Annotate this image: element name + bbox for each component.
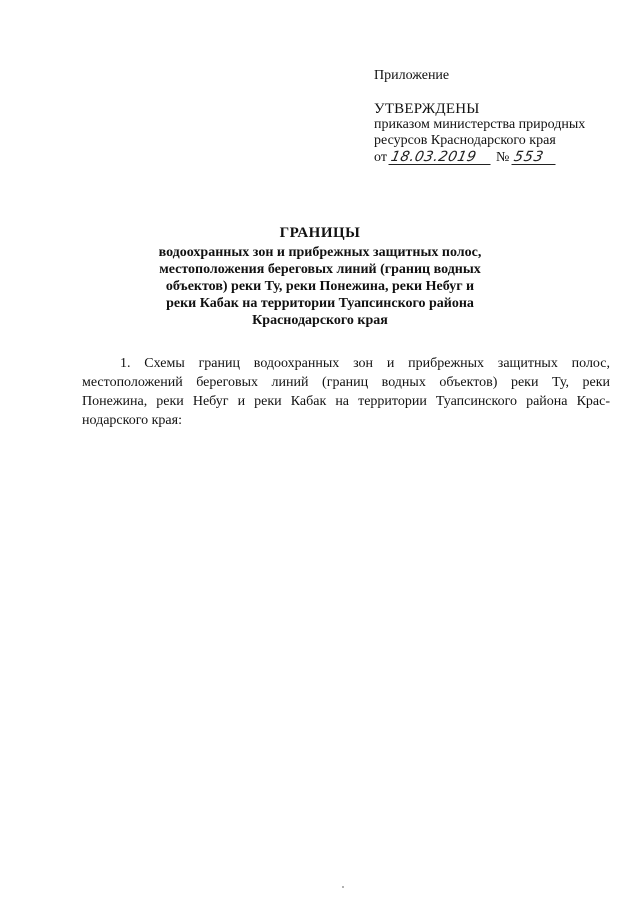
title-line-3: объектов) реки Ту, реки Понежина, реки Небуг и (165, 279, 475, 294)
body-line-2: местоположений береговых линий (границ водных объектов) реки Ту, реки (82, 375, 610, 390)
order-line-2: ресурсов Краснодарского края (374, 133, 556, 148)
handwritten-date: 18.03.2019 (389, 150, 494, 165)
date-prefix: от (374, 150, 387, 165)
number-prefix: № (495, 150, 510, 165)
body-line-4: нодарского края: (82, 413, 182, 428)
approval-header (374, 68, 624, 166)
body-line-1: 1. Схемы границ водоохранных зон и прибрежных защитных полос, (120, 356, 610, 371)
title-line-5: Краснодарского края (252, 313, 388, 328)
title-line-1: водоохранных зон и прибрежных защитных полос, (158, 245, 482, 260)
document-title (140, 225, 500, 329)
approved-label: УТВЕРЖДЕНЫ (374, 101, 480, 117)
title-line-4: реки Кабак на территории Туапсинского района (166, 296, 474, 311)
order-line-1: приказом министерства природных (374, 117, 586, 132)
title-line-2: местоположения береговых линий (границ водных (159, 262, 481, 277)
appendix-label: Приложение (374, 68, 450, 83)
body-line-3: Понежина, реки Небуг и реки Кабак на территории Туапсинского района Крас- (82, 394, 610, 409)
body-paragraph (82, 354, 610, 430)
scan-dot (342, 886, 344, 888)
order-date-line (374, 150, 624, 166)
handwritten-number: 553 (511, 150, 558, 165)
title-heading: ГРАНИЦЫ (279, 225, 361, 241)
